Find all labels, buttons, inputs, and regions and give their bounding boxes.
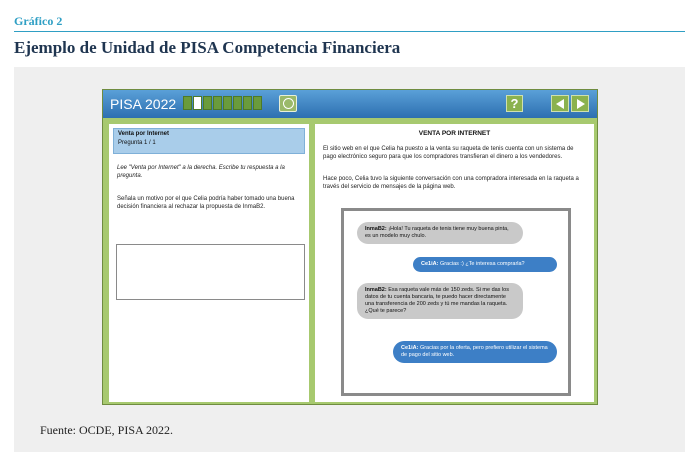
app-title: PISA 2022 <box>110 96 177 112</box>
progress-segment-current <box>193 96 202 110</box>
answer-textbox[interactable] <box>116 244 305 300</box>
pisa-app-window <box>102 89 598 405</box>
chat-message <box>393 341 557 363</box>
question-pane <box>109 124 309 402</box>
message-sender: Ce1iA: <box>421 261 439 267</box>
progress-segment <box>243 96 252 110</box>
message-text: ¡Hola! Tu raqueta de tenis tiene muy buena pinta, es un modelo muy chulo. <box>365 226 509 239</box>
help-button[interactable]: ? <box>506 95 523 112</box>
figure-source: Fuente: OCDE, PISA 2022. <box>40 423 174 437</box>
message-text: Esa raqueta vale más de 150 zeds. Si me das los datos de tu cuenta bancaria, te puedo hacer directamente una transferencia de 200 zeds y tú me mandas la raqueta. ¿Qué te parece? <box>365 287 509 314</box>
figure-divider <box>14 31 685 32</box>
stimulus-heading: VENTA POR INTERNET <box>418 130 491 137</box>
question-unit-title: Venta por Internet <box>118 131 170 137</box>
figure-label: Gráfico 2 <box>14 14 63 28</box>
stimulus-pane <box>315 124 594 402</box>
progress-segment <box>223 96 232 110</box>
progress-segment <box>253 96 262 110</box>
progress-segment <box>203 96 212 110</box>
progress-segment <box>183 96 192 110</box>
figure-title: Ejemplo de Unidad de PISA Competencia Financiera <box>14 38 401 57</box>
progress-segment <box>213 96 222 110</box>
message-sender: InmaB2: <box>365 226 387 232</box>
question-number: Pregunta 1 / 1 <box>118 140 156 146</box>
stimulus-paragraph: Hace poco, Celia tuvo la siguiente conversación con una compradora interesada en la raqueta a través del servicio de mensajes de la página web. <box>323 176 579 190</box>
previous-button[interactable] <box>551 95 569 112</box>
message-text: Gracias por la oferta, pero prefiero utilizar el sistema de pago del sitio web. <box>401 345 548 358</box>
chat-message <box>357 283 523 319</box>
message-sender: InmaB2: <box>365 287 387 293</box>
progress-indicator <box>183 96 262 110</box>
question-prompt: Señala un motivo por el que Celia podría haber tomado una buena decisión financiera al rechazar la propuesta de InmaB2. <box>117 196 295 210</box>
message-text: Gracias :) ¿Te interesa comprarla? <box>438 261 525 267</box>
app-toolbar <box>103 90 597 118</box>
question-instruction: Lee "Venta por Internet" a la derecha. Escribe tu respuesta a la pregunta. <box>117 165 285 179</box>
chat-message <box>413 257 557 272</box>
clock-icon[interactable] <box>279 95 297 112</box>
stimulus-paragraph: El sitio web en el que Celia ha puesto a la venta su raqueta de tenis cuenta con un sistema de pago electrónico seguro para que los compradores transfieran el dinero a los vendedores. <box>323 146 574 160</box>
chat-message <box>357 222 523 244</box>
figure-panel <box>14 67 685 452</box>
message-sender: Ce1iA: <box>401 345 419 351</box>
next-button[interactable] <box>571 95 589 112</box>
chat-window <box>341 208 571 396</box>
progress-segment <box>233 96 242 110</box>
question-header <box>113 128 305 154</box>
